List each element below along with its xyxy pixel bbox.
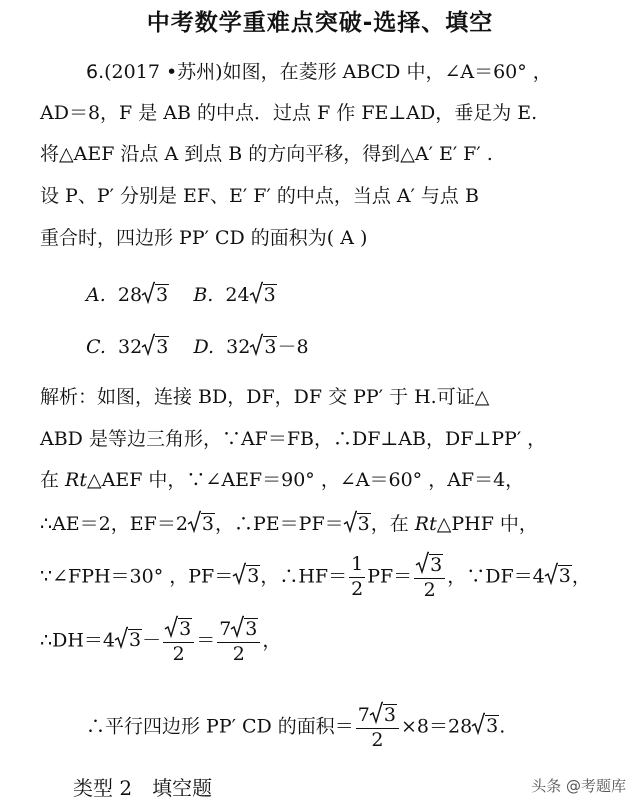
option-a-label: A. (86, 284, 106, 306)
option-d-value: 32 3－8 (226, 336, 308, 358)
sqrt-symbol: 3 (417, 554, 443, 576)
radical-sign (141, 333, 155, 357)
solution-line-1: 解析：如图，连接 BD，DF，DF 交 PP′ 于 H.可证△ (40, 386, 490, 408)
problem-line-2: AD＝8，F 是 AB 的中点．过点 F 作 FE⊥AD，垂足为 E. (40, 102, 538, 124)
fraction-root3-over-2: $\frac{3}{2}$ (414, 554, 445, 601)
problem-line-4: 设 P、P′ 分别是 EF、E′ F′ 的中点，当点 A′ 与点 B (40, 185, 479, 207)
sqrt-symbol: 3 (371, 704, 397, 726)
solution-line-2: ABD 是等边三角形，∵AF＝FB，∴DF⊥AB，DF⊥PP′ ， (40, 428, 547, 450)
options-row-cd (86, 336, 309, 357)
sqrt-symbol: 3 (143, 336, 169, 357)
sqrt-symbol: 3 (234, 565, 260, 586)
option-b-label: B. (193, 284, 214, 306)
section-type-label: 类型 2 填空题 (73, 776, 213, 800)
fraction-root3-over-2-b: $\frac{3}{2}$ (163, 618, 194, 665)
radical-sign (369, 701, 383, 725)
problem-line-3: 将△AEF 沿点 A 到点 B 的方向平移，得到△A′ E′ F′ . (40, 143, 493, 165)
option-b-value: 24 3 (225, 284, 276, 306)
sqrt-symbol: 3 (116, 629, 142, 650)
fraction-one-half: $\frac{1}{2}$ (351, 553, 364, 600)
option-c-label: C. (86, 336, 106, 358)
radical-sign (415, 551, 429, 575)
sqrt-symbol: 3 (232, 618, 258, 640)
radical-sign (343, 510, 357, 534)
radical-sign (164, 615, 178, 639)
radical-sign (249, 281, 263, 305)
solution-line-7: ∴平行四边形 PP′ CD 的面积＝ 7 3 2 ×8＝28 3. (86, 704, 505, 751)
sqrt-symbol: 3 (166, 618, 192, 640)
solution-line-3: 在 Rt△AEF 中，∵∠AEF＝90° ，∠A＝60° ，AF＝4， (40, 469, 525, 491)
radical-sign (544, 562, 558, 586)
sqrt-symbol: 3 (251, 336, 277, 357)
problem-line-5: 重合时，四边形 PP′ CD 的面积为( A ) (40, 227, 368, 249)
radical-sign (230, 615, 244, 639)
option-c-value: 32 3 (118, 336, 169, 358)
sqrt-symbol: 3 (189, 513, 215, 534)
fraction-7root3-over-2-area: 7 3 2 (356, 704, 399, 751)
options-row-ab (86, 284, 277, 305)
radical-sign (141, 281, 155, 305)
radical-sign (232, 562, 246, 586)
problem-number: 6. (86, 61, 105, 83)
sqrt-symbol: 3 (546, 565, 572, 586)
radical-sign (471, 712, 485, 736)
page-title: 中考数学重难点突破-选择、填空 (146, 10, 494, 36)
sqrt-symbol: 3 (143, 284, 169, 305)
watermark: 头条 @考题库 (531, 777, 626, 795)
fraction-7root3-over-2: 7 3 2 (217, 618, 260, 665)
sqrt-symbol: 3 (473, 715, 499, 736)
problem-text: (2017 •苏州)如图，在菱形 ABCD 中，∠A＝60° ， (104, 61, 552, 83)
sqrt-symbol: 3 (345, 513, 371, 534)
solution-line-4: ∴AE＝2，EF＝2 3，∴PE＝PF＝ 3，在 Rt△PHF 中， (40, 513, 538, 534)
radical-sign (249, 333, 263, 357)
radical-sign (114, 626, 128, 650)
problem-line-1 (86, 63, 552, 82)
solution-line-5: ∵∠FPH＝30° ，PF＝ 3，∴HF＝ $\frac{1}{2}$ PF＝ $\frac{3}{2}$ ，∵DF＝4 3， (40, 553, 591, 601)
radical-sign (187, 510, 201, 534)
option-d-label: D. (193, 336, 215, 358)
solution-line-6: ∴DH＝4 3－ $\frac{3}{2}$ ＝ 7 3 2 ， (40, 618, 281, 665)
option-a-value: 28 3 (118, 284, 169, 306)
sqrt-symbol: 3 (251, 284, 277, 305)
